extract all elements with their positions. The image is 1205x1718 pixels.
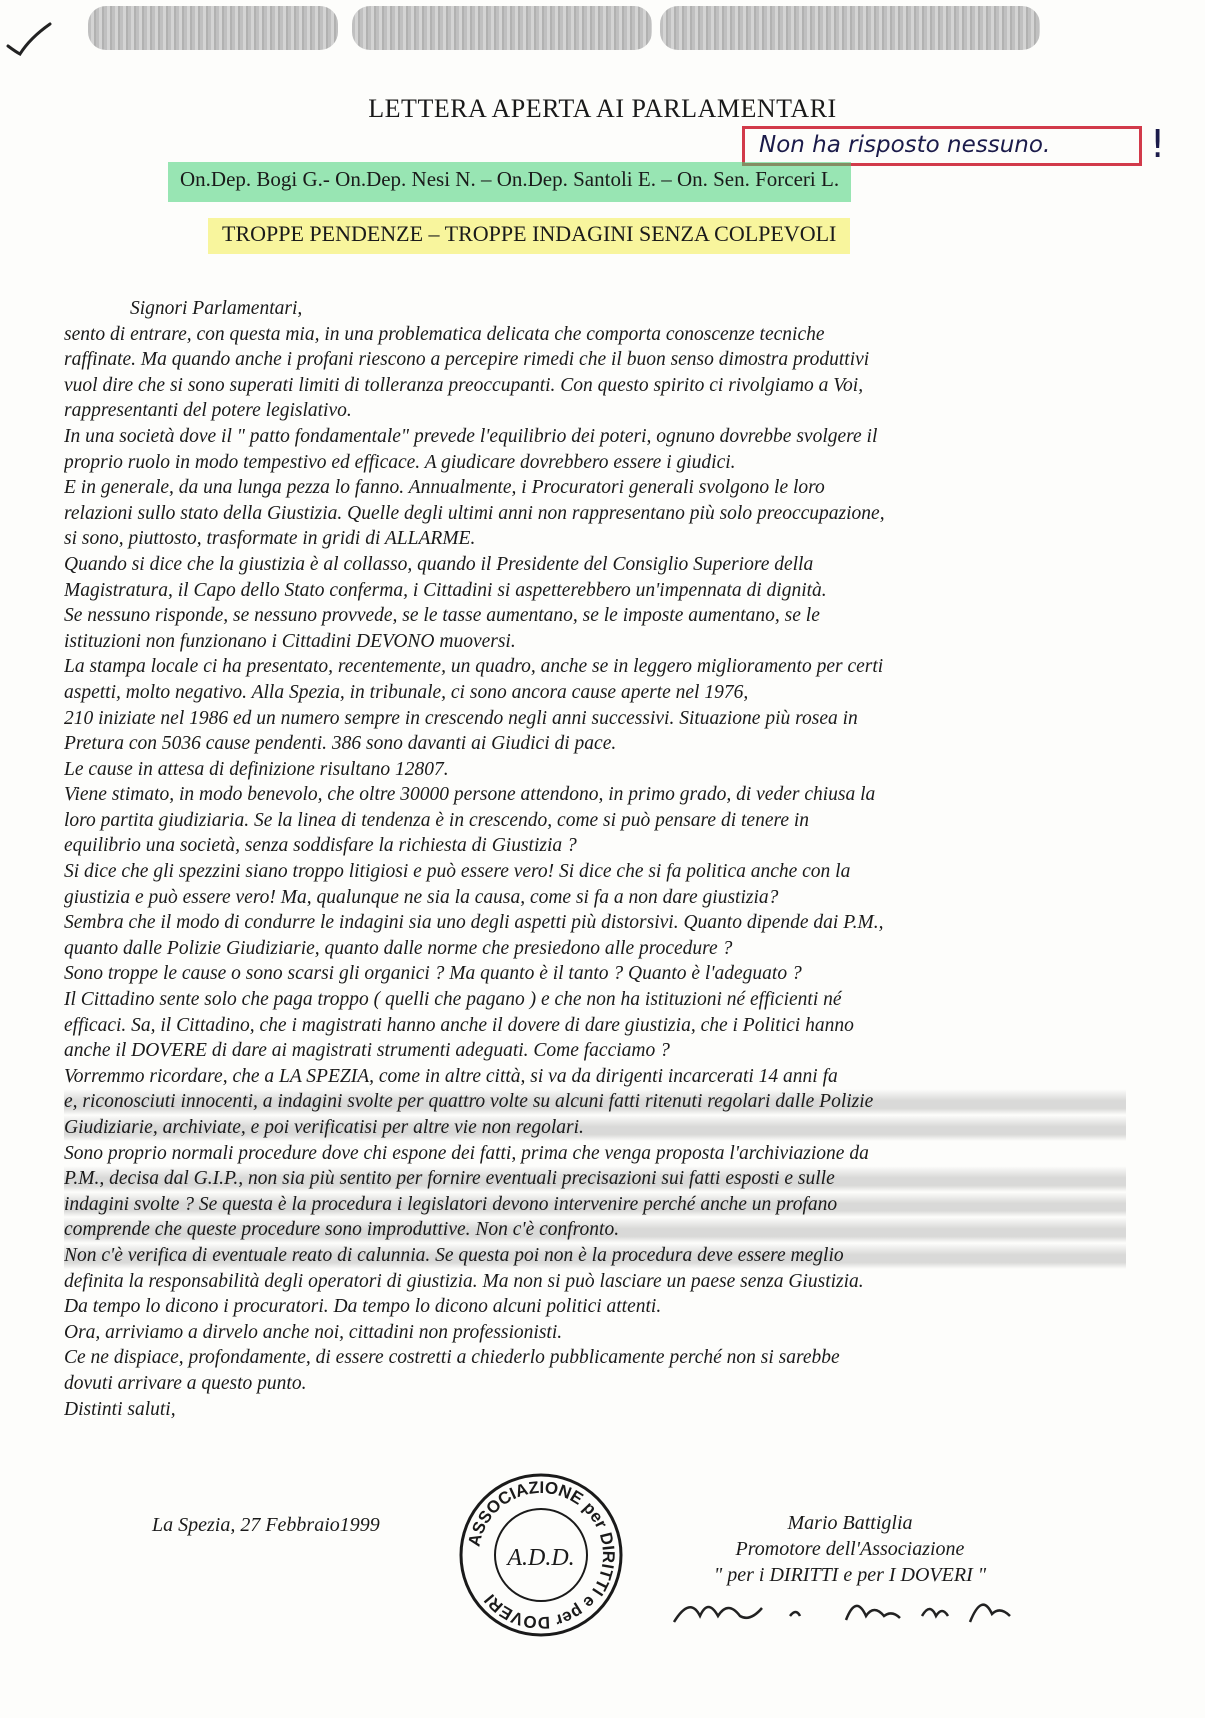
letter-line: Se nessuno risponde, se nessuno provvede, se le tasse aumentano, se le imposte aumentano, se le bbox=[64, 605, 820, 627]
letter-line: Ora, arriviamo a dirvelo anche noi, cittadini non professionisti. bbox=[64, 1321, 563, 1343]
letter-line: efficaci. Sa, il Cittadino, che i magistrati hanno anche il dovere di dare giustizia, che i Politici hanno bbox=[64, 1014, 854, 1036]
letter-line: dovuti arrivare a questo punto. bbox=[64, 1372, 307, 1394]
letter-line: loro partita giudiziaria. Se la linea di tendenza è in crescendo, come si può pensare di tenere in bbox=[64, 809, 810, 831]
letter-line: rappresentanti del potere legislativo. bbox=[64, 400, 352, 422]
place-date: La Spezia, 27 Febbraio1999 bbox=[152, 1514, 380, 1536]
letter-line: Non c'è verifica di eventuale reato di calunnia. Se questa poi non è la procedura deve essere meglio bbox=[64, 1243, 1126, 1269]
signer-name: Mario Battiglia bbox=[787, 1512, 913, 1534]
letter-body bbox=[64, 296, 1126, 1422]
letter-line: Quando si dice che la giustizia è al collasso, quando il Presidente del Consiglio Superiore della bbox=[64, 553, 814, 575]
letter-line: equilibrio una società, senza soddisfare la richiesta di Giustizia ? bbox=[64, 835, 577, 857]
letter-line: Vorremmo ricordare, che a LA SPEZIA, come in altre città, si va da dirigenti incarcerati 14 anni fa bbox=[64, 1065, 838, 1087]
stamp-center-text: A.D.D. bbox=[507, 1545, 575, 1571]
letter-line: Viene stimato, in modo benevolo, che oltre 30000 persone attendono, in primo grado, di veder chiusa la bbox=[64, 784, 876, 806]
letter-line: In una società dove il " patto fondamentale" prevede l'equilibrio dei poteri, ognuno dovrebbe svolgere il bbox=[64, 425, 878, 447]
letter-line: giustizia e può essere vero! Ma, qualunque ne sia la causa, come si fa a non dare giustizia? bbox=[64, 886, 779, 908]
stamp-ring-text: ASSOCIAZIONE per DIRITTI e per DOVERI bbox=[464, 1477, 619, 1633]
letter-line: Sono proprio normali procedure dove chi espone dei fatti, prima che venga proposta l'archiviazione da bbox=[64, 1142, 869, 1164]
letter-line: relazioni sullo stato della Giustizia. Quelle degli ultimi anni non rappresentano più solo preoccupazione, bbox=[64, 502, 885, 524]
letter-line: si sono, piuttosto, trasformate in gridi di ALLARME. bbox=[64, 528, 476, 550]
recipients-line: On.Dep. Bogi G.- On.Dep. Nesi N. – On.Dep. Santoli E. – On. Sen. Forceri L. bbox=[168, 162, 851, 202]
letter-line: Ce ne dispiace, profondamente, di essere costretti a chiederlo pubblicamente perché non si sarebbe bbox=[64, 1347, 840, 1369]
redacted-header-block-3 bbox=[660, 6, 1040, 50]
salutation: Signori Parlamentari, bbox=[130, 298, 303, 319]
letter-lines bbox=[64, 322, 1126, 1423]
letter-subtitle: TROPPE PENDENZE – TROPPE INDAGINI SENZA COLPEVOLI bbox=[208, 218, 850, 254]
letter-line: Sembra che il modo di condurre le indagini sia uno degli aspetti più distorsivi. Quanto dipende dai P.M., bbox=[64, 912, 884, 934]
letter-line: E in generale, da una lunga pezza lo fanno. Annualmente, i Procuratori generali svolgono le loro bbox=[64, 477, 825, 499]
letter-line: Il Cittadino sente solo che paga troppo ( quelli che pagano ) e che non ha istituzioni né efficienti né bbox=[64, 989, 842, 1011]
letter-line: 210 iniziate nel 1986 ed un numero sempre in crescendo negli anni successivi. Situazione più rosea in bbox=[64, 707, 858, 729]
letter-line: definita la responsabilità degli operatori di giustizia. Ma non si può lasciare un paese senza Giustizia. bbox=[64, 1270, 864, 1292]
signer-role: Promotore dell'Associazione bbox=[735, 1538, 965, 1560]
redacted-header-block-2 bbox=[352, 6, 652, 50]
letter-line: comprende che queste procedure sono improduttive. Non c'è confronto. bbox=[64, 1217, 1126, 1243]
letter-line: Magistratura, il Capo dello Stato conferma, i Cittadini si aspetterebbero un'impennata di dignità. bbox=[64, 579, 827, 601]
letter-line: Si dice che gli spezzini siano troppo litigiosi e può essere vero! Si dice che si fa politica anche con la bbox=[64, 861, 851, 883]
pen-tick-mark bbox=[4, 18, 54, 58]
letter-line: raffinate. Ma quando anche i profani riescono a percepire rimedi che il buon senso dimostra produttivi bbox=[64, 349, 870, 371]
letter-line: e, riconosciuti innocenti, a indagini svolte per quattro volte su alcuni fatti ritenuti regolari dalle Polizie bbox=[64, 1089, 1126, 1115]
redacted-header-block-1 bbox=[88, 6, 338, 50]
letter-line: proprio ruolo in modo tempestivo ed efficace. A giudicare dovrebbero essere i giudici. bbox=[64, 451, 736, 473]
letter-line: istituzioni non funzionano i Cittadini DEVONO muoversi. bbox=[64, 630, 516, 652]
signer-block bbox=[660, 1510, 1040, 1588]
letter-line: Da tempo lo dicono i procuratori. Da tempo lo dicono alcuni politici attenti. bbox=[64, 1296, 662, 1318]
letter-line: La stampa locale ci ha presentato, recentemente, un quadro, anche se in leggero miglioramento per certi bbox=[64, 656, 884, 678]
letter-line: P.M., decisa dal G.I.P., non sia più sentito per fornire eventuali precisazioni sui fatti esposti e sulle bbox=[64, 1166, 1126, 1192]
signer-association: " per i DIRITTI e per I DOVERI " bbox=[713, 1564, 987, 1586]
letter-title: LETTERA APERTA AI PARLAMENTARI bbox=[368, 94, 837, 123]
letter-line: Giudiziarie, archiviate, e poi verificatisi per altre vie non regolari. bbox=[64, 1115, 1126, 1141]
letter-line: quanto dalle Polizie Giudiziarie, quanto dalle norme che presiedono alle procedure ? bbox=[64, 937, 733, 959]
letter-line: indagini svolte ? Se questa è la procedura i legislatori devono intervenire perché anche un profano bbox=[64, 1192, 1126, 1218]
letter-line: Pretura con 5036 cause pendenti. 386 sono davanti ai Giudici di pace. bbox=[64, 733, 617, 755]
letter-line: sento di entrare, con questa mia, in una problematica delicata che comporta conoscenze tecniche bbox=[64, 323, 825, 345]
handwritten-signature bbox=[670, 1586, 1030, 1630]
letter-line: aspetti, molto negativo. Alla Spezia, in tribunale, ci sono ancora cause aperte nel 1976, bbox=[64, 681, 749, 703]
handwritten-note: Non ha risposto nessuno. bbox=[742, 126, 1142, 166]
handwritten-exclamation: ! bbox=[1150, 122, 1166, 166]
letter-line: Le cause in attesa di definizione risultano 12807. bbox=[64, 758, 449, 780]
letter-line: anche il DOVERE di dare ai magistrati strumenti adeguati. Come facciamo ? bbox=[64, 1040, 670, 1062]
letter-line: Sono troppe le cause o sono scarsi gli organici ? Ma quanto è il tanto ? Quanto è l'adeguato ? bbox=[64, 963, 802, 985]
association-stamp bbox=[456, 1470, 626, 1640]
letter-line: vuol dire che si sono superati limiti di tolleranza preoccupanti. Con questo spirito ci rivolgiamo a Voi, bbox=[64, 374, 864, 396]
letter-line: Distinti saluti, bbox=[64, 1398, 176, 1420]
